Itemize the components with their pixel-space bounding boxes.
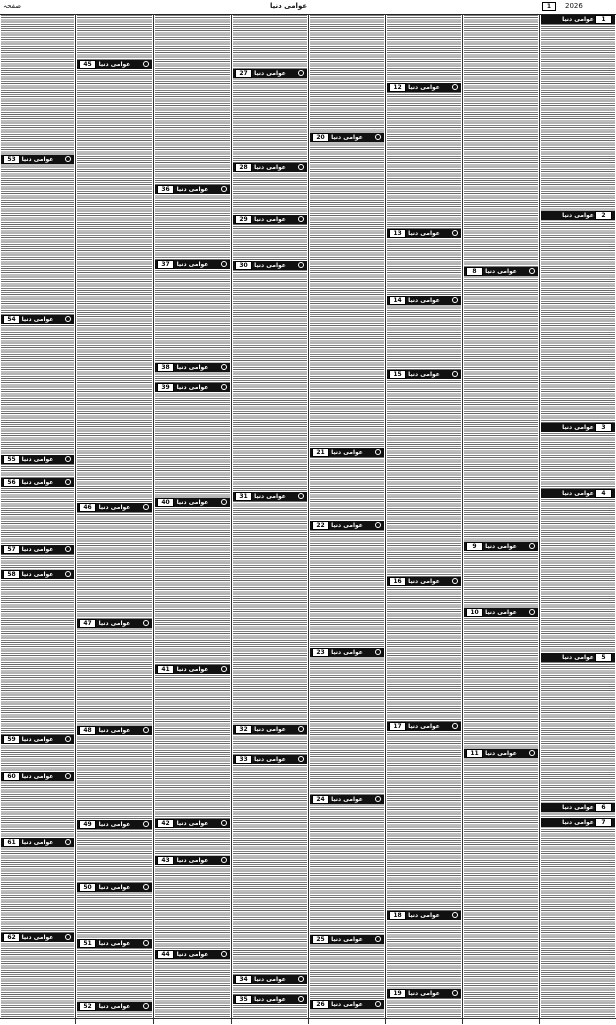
brand-icon — [529, 268, 535, 274]
column-4 — [232, 15, 308, 1020]
ad-number: 21 — [312, 448, 329, 457]
ad-header — [1, 545, 74, 554]
brand-icon — [298, 976, 304, 982]
ad-brand-label: عوامی دنیا — [21, 546, 54, 553]
ad-number: 40 — [157, 498, 174, 507]
ad-header — [233, 492, 307, 501]
ad-number: 20 — [312, 133, 329, 142]
ad-brand-label: عوامی دنیا — [21, 479, 54, 486]
ad-brand-label: عوامی دنیا — [98, 884, 131, 891]
ad-header — [387, 83, 461, 92]
paper-name: عوامی دنیا — [270, 2, 308, 10]
ad-brand-label: عوامی دنیا — [331, 796, 363, 803]
ad-number: 1 — [595, 15, 612, 24]
ad-brand-label: عوامی دنیا — [408, 912, 440, 919]
ad-brand-label: عوامی دنیا — [98, 940, 131, 947]
ad-number: 7 — [595, 818, 612, 827]
ad-header — [77, 939, 152, 948]
classified-text-block — [541, 15, 615, 1020]
brand-icon — [298, 996, 304, 1002]
ad-brand-label: عوامی دنیا — [485, 609, 517, 616]
ad-number: 31 — [235, 492, 252, 501]
ad-brand-label: عوامی دنیا — [21, 156, 54, 163]
classified-text-block — [387, 15, 461, 1020]
corner-number: 1 — [542, 2, 556, 11]
ad-number: 4 — [595, 489, 612, 498]
ad-header — [541, 423, 615, 432]
ad-brand-label: عوامی دنیا — [176, 186, 209, 193]
page-label: صفحہ — [3, 2, 22, 10]
ad-header — [310, 1000, 384, 1009]
ad-number: 27 — [235, 69, 252, 78]
ad-header — [233, 163, 307, 172]
ad-number: 56 — [3, 478, 20, 487]
ad-header — [1, 570, 74, 579]
ad-header — [310, 935, 384, 944]
ad-brand-label: عوامی دنیا — [254, 976, 286, 983]
brand-icon — [452, 723, 458, 729]
ad-header — [233, 995, 307, 1004]
ad-brand-label: عوامی دنیا — [254, 726, 286, 733]
classified-text-block — [1, 15, 74, 1020]
brand-icon — [221, 186, 227, 192]
ad-number: 24 — [312, 795, 329, 804]
ad-header — [310, 521, 384, 530]
ad-number: 57 — [3, 545, 20, 554]
ad-header — [310, 133, 384, 142]
brand-icon — [143, 727, 149, 733]
column-1 — [0, 15, 75, 1020]
ad-number: 25 — [312, 935, 329, 944]
brand-icon — [65, 546, 71, 552]
ad-number: 38 — [157, 363, 174, 372]
brand-icon — [375, 936, 381, 942]
brand-icon — [221, 820, 227, 826]
ad-brand-label: عوامی دنیا — [254, 996, 286, 1003]
ad-number: 61 — [3, 838, 20, 847]
ad-brand-label: عوامی دنیا — [562, 819, 594, 826]
brand-icon — [452, 84, 458, 90]
ad-number: 26 — [312, 1000, 329, 1009]
brand-icon — [221, 951, 227, 957]
ad-header — [155, 819, 230, 828]
ad-brand-label: عوامی دنیا — [562, 804, 594, 811]
ad-brand-label: عوامی دنیا — [408, 297, 440, 304]
brand-icon — [143, 940, 149, 946]
ad-number: 45 — [79, 60, 96, 69]
ad-header — [1, 838, 74, 847]
brand-icon — [298, 216, 304, 222]
ad-brand-label: عوامی دنیا — [331, 134, 363, 141]
ad-header — [77, 60, 152, 69]
ad-brand-label: عوامی دنیا — [331, 449, 363, 456]
brand-icon — [221, 261, 227, 267]
ad-brand-label: عوامی دنیا — [254, 164, 286, 171]
ad-number: 33 — [235, 755, 252, 764]
ad-brand-label: عوامی دنیا — [98, 61, 131, 68]
ad-header — [464, 267, 538, 276]
ad-number: 15 — [389, 370, 406, 379]
brand-icon — [65, 571, 71, 577]
ad-number: 55 — [3, 455, 20, 464]
brand-icon — [143, 821, 149, 827]
ad-brand-label: عوامی دنیا — [176, 499, 209, 506]
ad-brand-label: عوامی دنیا — [176, 384, 209, 391]
ad-number: 37 — [157, 260, 174, 269]
ad-header — [155, 856, 230, 865]
ad-brand-label: عوامی دنیا — [254, 756, 286, 763]
ad-header — [1, 478, 74, 487]
ad-number: 17 — [389, 722, 406, 731]
ad-number: 60 — [3, 772, 20, 781]
ad-brand-label: عوامی دنیا — [176, 951, 209, 958]
ad-number: 58 — [3, 570, 20, 579]
ad-number: 59 — [3, 735, 20, 744]
ad-number: 22 — [312, 521, 329, 530]
ad-header — [1, 315, 74, 324]
ad-header — [77, 1002, 152, 1011]
ad-brand-label: عوامی دنیا — [485, 268, 517, 275]
ad-brand-label: عوامی دنیا — [98, 727, 131, 734]
ad-number: 11 — [466, 749, 483, 758]
brand-icon — [375, 522, 381, 528]
ad-brand-label: عوامی دنیا — [21, 839, 54, 846]
ad-header — [77, 619, 152, 628]
ad-number: 2 — [595, 211, 612, 220]
brand-icon — [298, 726, 304, 732]
brand-icon — [298, 262, 304, 268]
ad-brand-label: عوامی دنیا — [21, 316, 54, 323]
classified-text-block — [77, 15, 152, 1020]
brand-icon — [221, 857, 227, 863]
ad-brand-label: عوامی دنیا — [98, 504, 131, 511]
ad-brand-label: عوامی دنیا — [408, 723, 440, 730]
ad-header — [1, 735, 74, 744]
brand-icon — [65, 839, 71, 845]
ad-header — [387, 296, 461, 305]
ad-number: 62 — [3, 933, 20, 942]
ad-header — [233, 755, 307, 764]
ad-brand-label: عوامی دنیا — [254, 216, 286, 223]
ad-header — [541, 653, 615, 662]
ad-header — [233, 69, 307, 78]
ad-header — [387, 722, 461, 731]
ad-number: 43 — [157, 856, 174, 865]
brand-icon — [221, 666, 227, 672]
ad-header — [1, 772, 74, 781]
ad-header — [310, 795, 384, 804]
ad-brand-label: عوامی دنیا — [21, 773, 54, 780]
ad-header — [233, 215, 307, 224]
ad-header — [77, 883, 152, 892]
ad-header — [155, 665, 230, 674]
ad-header — [310, 648, 384, 657]
ad-number: 6 — [595, 803, 612, 812]
ad-number: 48 — [79, 726, 96, 735]
ad-number: 49 — [79, 820, 96, 829]
brand-icon — [65, 316, 71, 322]
ad-header — [1, 455, 74, 464]
ad-brand-label: عوامی دنیا — [331, 649, 363, 656]
ad-brand-label: عوامی دنیا — [408, 84, 440, 91]
ad-brand-label: عوامی دنیا — [254, 262, 286, 269]
brand-icon — [65, 736, 71, 742]
ad-brand-label: عوامی دنیا — [176, 820, 209, 827]
brand-icon — [65, 934, 71, 940]
ad-number: 3 — [595, 423, 612, 432]
ad-header — [541, 15, 615, 24]
ad-brand-label: عوامی دنیا — [176, 364, 209, 371]
ad-number: 9 — [466, 542, 483, 551]
ad-header — [1, 933, 74, 942]
ad-number: 46 — [79, 503, 96, 512]
ad-number: 47 — [79, 619, 96, 628]
ad-header — [77, 726, 152, 735]
column-7 — [463, 15, 539, 1020]
ad-number: 8 — [466, 267, 483, 276]
brand-icon — [65, 156, 71, 162]
brand-icon — [452, 990, 458, 996]
ad-number: 5 — [595, 653, 612, 662]
classified-text-block — [155, 15, 230, 1020]
brand-icon — [452, 230, 458, 236]
ad-header — [387, 911, 461, 920]
ad-header — [155, 185, 230, 194]
ad-number: 36 — [157, 185, 174, 194]
ad-number: 34 — [235, 975, 252, 984]
ad-header — [77, 503, 152, 512]
column-6 — [386, 15, 462, 1020]
brand-icon — [298, 756, 304, 762]
ad-brand-label: عوامی دنیا — [176, 857, 209, 864]
brand-icon — [143, 1003, 149, 1009]
ad-brand-label: عوامی دنیا — [562, 16, 594, 23]
ad-header — [155, 950, 230, 959]
ad-brand-label: عوامی دنیا — [331, 1001, 363, 1008]
ad-header — [233, 261, 307, 270]
brand-icon — [529, 750, 535, 756]
brand-icon — [221, 364, 227, 370]
ad-brand-label: عوامی دنیا — [98, 620, 131, 627]
brand-icon — [375, 649, 381, 655]
ad-header — [541, 818, 615, 827]
ad-brand-label: عوامی دنیا — [408, 371, 440, 378]
ad-number: 52 — [79, 1002, 96, 1011]
ad-header — [387, 370, 461, 379]
ad-number: 28 — [235, 163, 252, 172]
ad-brand-label: عوامی دنیا — [21, 571, 54, 578]
brand-icon — [143, 620, 149, 626]
ad-brand-label: عوامی دنیا — [562, 654, 594, 661]
ad-header — [464, 542, 538, 551]
brand-icon — [452, 297, 458, 303]
ad-brand-label: عوامی دنیا — [485, 750, 517, 757]
ad-number: 18 — [389, 911, 406, 920]
ad-number: 44 — [157, 950, 174, 959]
ad-brand-label: عوامی دنیا — [254, 70, 286, 77]
ad-header — [155, 498, 230, 507]
ad-header — [464, 608, 538, 617]
column-3 — [154, 15, 231, 1020]
ad-brand-label: عوامی دنیا — [562, 490, 594, 497]
ad-brand-label: عوامی دنیا — [21, 456, 54, 463]
ad-brand-label: عوامی دنیا — [176, 666, 209, 673]
ad-header — [233, 725, 307, 734]
brand-icon — [375, 1001, 381, 1007]
ad-brand-label: عوامی دنیا — [21, 736, 54, 743]
ad-header — [155, 260, 230, 269]
brand-icon — [375, 796, 381, 802]
brand-icon — [143, 884, 149, 890]
brand-icon — [221, 499, 227, 505]
ad-brand-label: عوامی دنیا — [562, 424, 594, 431]
ad-brand-label: عوامی دنیا — [98, 1003, 131, 1010]
brand-icon — [452, 578, 458, 584]
column-8 — [540, 15, 616, 1020]
ad-number: 23 — [312, 648, 329, 657]
ad-header — [233, 975, 307, 984]
brand-icon — [143, 504, 149, 510]
brand-icon — [65, 456, 71, 462]
ad-number: 10 — [466, 608, 483, 617]
ad-number: 39 — [157, 383, 174, 392]
brand-icon — [298, 493, 304, 499]
ad-number: 14 — [389, 296, 406, 305]
column-2 — [76, 15, 153, 1020]
ad-number: 42 — [157, 819, 174, 828]
ad-brand-label: عوامی دنیا — [21, 934, 54, 941]
ad-header — [541, 211, 615, 220]
ad-number: 12 — [389, 83, 406, 92]
ad-header — [387, 577, 461, 586]
ad-number: 29 — [235, 215, 252, 224]
ad-number: 41 — [157, 665, 174, 674]
ad-brand-label: عوامی دنیا — [98, 821, 131, 828]
ad-number: 54 — [3, 315, 20, 324]
brand-icon — [221, 384, 227, 390]
ad-brand-label: عوامی دنیا — [408, 230, 440, 237]
ad-number: 51 — [79, 939, 96, 948]
brand-icon — [375, 134, 381, 140]
brand-icon — [452, 912, 458, 918]
ad-header — [541, 489, 615, 498]
ad-header — [464, 749, 538, 758]
ad-header — [541, 803, 615, 812]
ad-header — [77, 820, 152, 829]
ad-header — [155, 363, 230, 372]
classified-text-block — [464, 15, 538, 1020]
ad-brand-label: عوامی دنیا — [254, 493, 286, 500]
ad-brand-label: عوامی دنیا — [485, 543, 517, 550]
brand-icon — [452, 371, 458, 377]
ad-brand-label: عوامی دنیا — [176, 261, 209, 268]
ad-header — [155, 383, 230, 392]
ad-number: 19 — [389, 989, 406, 998]
ad-number: 53 — [3, 155, 20, 164]
ad-number: 35 — [235, 995, 252, 1004]
ad-brand-label: عوامی دنیا — [331, 522, 363, 529]
brand-icon — [65, 773, 71, 779]
column-5 — [309, 15, 385, 1020]
brand-icon — [529, 609, 535, 615]
ad-number: 32 — [235, 725, 252, 734]
page-masthead — [0, 0, 616, 15]
ad-brand-label: عوامی دنیا — [562, 212, 594, 219]
ad-number: 16 — [389, 577, 406, 586]
ad-number: 50 — [79, 883, 96, 892]
brand-icon — [298, 164, 304, 170]
brand-icon — [65, 479, 71, 485]
ad-header — [1, 155, 74, 164]
ad-brand-label: عوامی دنیا — [408, 990, 440, 997]
date-year: 2026 — [565, 2, 583, 10]
ad-number: 30 — [235, 261, 252, 270]
ad-number: 13 — [389, 229, 406, 238]
brand-icon — [298, 70, 304, 76]
brand-icon — [375, 449, 381, 455]
brand-icon — [143, 61, 149, 67]
brand-icon — [529, 543, 535, 549]
ad-header — [387, 229, 461, 238]
ad-header — [310, 448, 384, 457]
ad-brand-label: عوامی دنیا — [331, 936, 363, 943]
ad-header — [387, 989, 461, 998]
classified-text-block — [310, 15, 384, 1020]
ad-brand-label: عوامی دنیا — [408, 578, 440, 585]
